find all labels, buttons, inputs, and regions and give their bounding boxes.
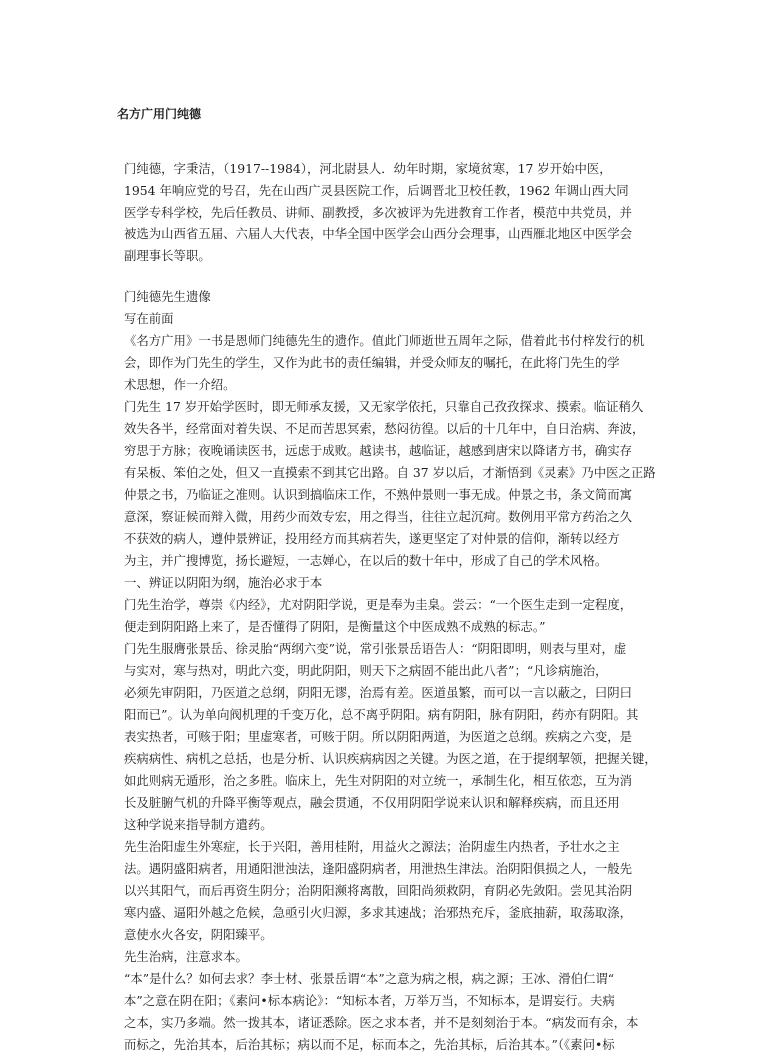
body-line: 为主，并广搜博览，扬长避短，一志婵心，在以后的数十年中，形成了自己的学术风格。 [124,553,608,568]
body-line: 仲景之书，乃临证之准则。认识到搞临床工作，不熟仲景则一事无成。仲景之书，条文简而寓 [124,487,633,502]
body-line: 便走到阴阳路上来了，是否懂得了阴阳，是衡量这个中医成熟不成熟的标志。” [124,619,546,634]
body-line: 寒内盛、逼阳外越之危候，急亟引火归源，多求其速战；治邪热充斥，釜底抽薪，取荡取涤， [124,905,633,920]
body-line: 疾病病性、病机之总括，也是分析、认识疾病病因之关键。为医之道，在于提纲挈领，把握关键， [124,751,657,766]
bio-line: 门纯德，字秉洁，（1917--1984），河北尉县人．幼年时期，家境贫寒，17 岁开始中医， [124,161,612,176]
body-line: 《名方广用》一书是恩师门纯德先生的遗作。值此门师逝世五周年之际，借着此书付梓发行的机 [124,333,645,348]
bio-line: 医学专科学校，先后任教员、讲师、副教授，多次被评为先进教育工作者，模范中共党员，并 [124,204,633,220]
body-line: “本”是什么？如何去求？李士材、张景岳谓“本”之意为病之根，病之源；王冰、滑伯仁谓“ [124,971,615,986]
article-body [124,286,664,1056]
document-title: 名方广用门纯德 [117,107,202,121]
body-line: 如此则病无遁形，治之多胜。临床上，先生对阴阳的对立统一，承制生化，相互依恋，互为消 [124,773,633,788]
body-line: 之本，实乃多端。然一拨其本，诸证悉除。医之求本者，并不是刻刻治于本。“病发而有余，本 [124,1015,639,1030]
bio-line: 被选为山西省五届、六届人大代表，中华全国中医学会山西分会理事，山西雁北地区中医学会 [124,226,633,242]
body-line: 必须先审阴阳，乃医道之总纲，阴阳无谬，治焉有差。医道虽繁，而可以一言以蔽之，曰阴曰 [124,685,633,700]
bio-line: 1954 年响应党的号召，先在山西广灵县医院工作，后调晋北卫校任教，1962 年调山西大同 [124,182,629,198]
section-heading: 一、辨证以阴阳为纲，施治必求于本 [124,575,323,590]
body-line: 门先生 17 岁开始学医时，即无师承友援，又无家学依托，只靠自己孜孜探求、摸索。临证稍久 [124,399,644,414]
body-line: 术思想，作一介绍。 [124,377,236,392]
body-line: 本”之意在阴在阳；《素问•标本病论》：“知标本者，万举万当，不知标本，是谓妄行。夫病 [124,993,615,1008]
body-line: 意使水火各安，阴阳臻平。 [124,927,273,942]
body-line: 法。遇阴盛阳病者，用通阳泄浊法，逢阳盛阴病者，用泄热生津法。治阴阳俱损之人，一般先 [124,861,633,876]
body-line: 穷思于方脉；夜晚诵读医书，远虑于成败。越读书，越临证，越感到唐宋以降诸方书，确实存 [124,443,633,458]
body-line: 表实热者，可赅于阳；里虚寒者，可赅于阴。所以阴阳两道，为医道之总纲。疾病之六变，是 [124,729,633,744]
body-line: 门先生服膺张景岳、徐灵胎“两纲六变”说，常引张景岳语告人：“阴阳即明，则表与里对，虚 [124,641,627,656]
body-line: 不获效的病人，遵仲景辨证，投用经方而其病若失，遂更坚定了对仲景的信仰，渐转以经方 [124,531,620,546]
body-line: 以兴其阳气，而后再资生阴分；治阴阳濒将离散，回阳尚须救阴，育阴必先敛阳。尝见其治阴 [124,883,633,898]
body-line: 而标之，先治其本，后治其标；病以而不足，标而本之，先治其标，后治其本。”（《素问•标 [124,1037,615,1052]
section-heading: 写在前面 [124,311,174,326]
body-line: 门先生治学，尊崇《内经》，尤对阴阳学说，更是奉为圭臬。尝云：“一个医生走到一定程度， [124,597,633,612]
body-line: 阳而已”。认为单向阀机理的千变万化，总不离乎阴阳。病有阴阳，脉有阴阳，药亦有阴阳。其 [124,707,639,722]
body-line: 意深，察证候而辩入微，用药少而效专宏，用之得当，往往立起沉疴。数例用平常方药治之久 [124,509,633,524]
body-line: 会，即作为门先生的学生，又作为此书的责任编辑，并受众师友的嘱托，在此将门先生的学 [124,355,620,370]
author-bio-paragraph [124,158,664,267]
body-line: 有呆板、笨伯之处，但又一直摸索不到其它出路。自 37 岁以后，才渐悟到《灵素》乃中医之正路 [124,465,656,480]
body-line: 先生治病，注意求本。 [124,949,248,964]
body-line: 长及脏腑气机的升降平衡等观点，融会贯通，不仅用阴阳学说来认识和解释疾病，而且还用 [124,795,620,810]
body-line: 先生治阳虚生外寒症，长于兴阳，善用桂附，用益火之源法；治阴虚生内热者，予壮水之主 [124,839,620,854]
body-line: 与实对，寒与热对，明此六变，明此阴阳，则天下之病固不能出此八者”；“凡诊病施治， [124,663,608,678]
body-line: 效失各半，经常面对着失误、不足而苦思冥索，愁闷彷徨。以后的十几年中，自日治病、奔波， [124,421,645,436]
portrait-caption: 门纯德先生遗像 [124,289,211,304]
bio-line: 副理事长等职。 [124,248,211,264]
body-line: 这种学说来指导制方遣药。 [124,817,273,832]
